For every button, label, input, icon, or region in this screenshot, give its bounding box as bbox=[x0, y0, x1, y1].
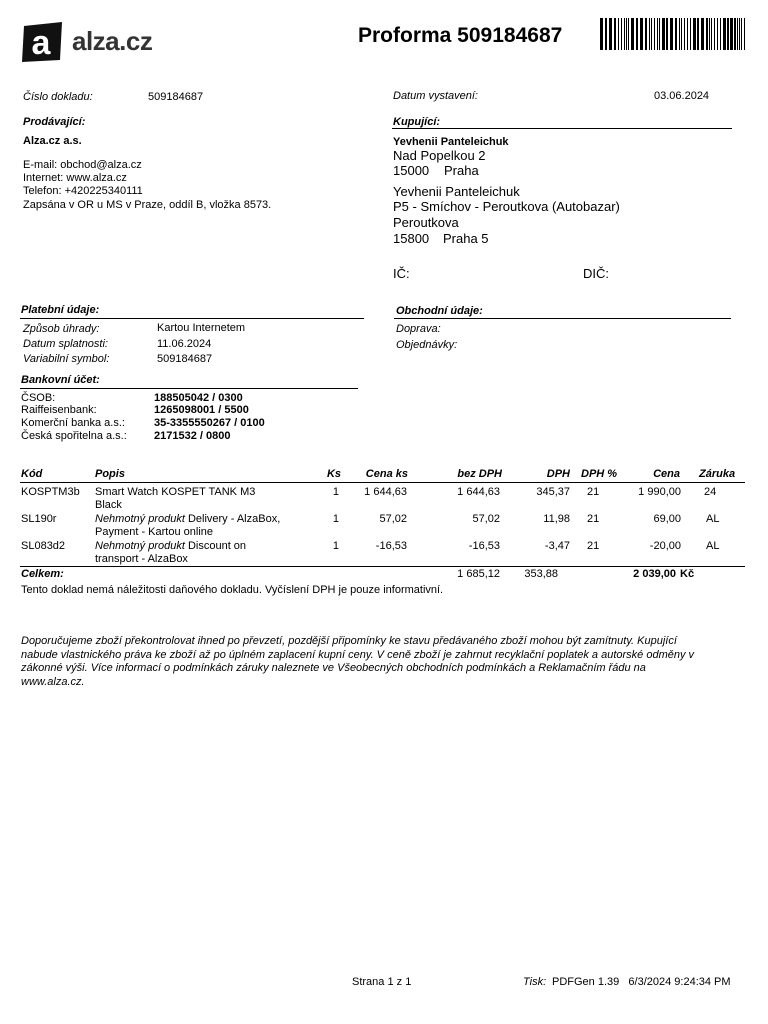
buyer-city: Praha bbox=[444, 163, 479, 178]
cell-price: -20,00 bbox=[649, 540, 681, 552]
cell-qty: 1 bbox=[332, 540, 339, 552]
bank-account: 188505042 / 0300 bbox=[154, 392, 243, 404]
cell-desc-line1 bbox=[95, 513, 280, 525]
disclaimer-line: www.alza.cz. bbox=[21, 676, 85, 688]
payment-heading: Platební údaje: bbox=[21, 304, 100, 316]
cell-vat: -3,47 bbox=[544, 540, 570, 552]
cell-desc-line2: Black bbox=[95, 499, 122, 511]
variable-symbol-label: Variabilní symbol: bbox=[23, 353, 110, 365]
table-total-divider bbox=[20, 566, 745, 567]
buyer-zip: 15000 bbox=[393, 163, 430, 178]
print-label: Tisk: bbox=[523, 976, 547, 988]
total-net: 1 685,12 bbox=[457, 568, 500, 580]
seller-heading: Prodávající: bbox=[23, 116, 86, 128]
col-header-price: Cena bbox=[653, 468, 680, 480]
col-header-desc: Popis bbox=[95, 468, 125, 480]
print-info: PDFGen 1.39 6/3/2024 9:24:34 PM bbox=[552, 976, 731, 988]
total-label: Celkem: bbox=[21, 568, 64, 580]
cell-unit-price: 57,02 bbox=[379, 513, 407, 525]
total-currency: Kč bbox=[680, 568, 695, 580]
cell-code: SL190r bbox=[21, 513, 57, 525]
delivery-line1: P5 - Smíchov - Peroutkova (Autobazar) bbox=[393, 199, 620, 214]
payment-method-value: Kartou Internetem bbox=[157, 322, 246, 334]
due-date-label: Datum splatnosti: bbox=[23, 338, 108, 350]
cell-vat: 345,37 bbox=[536, 486, 570, 498]
bank-heading: Bankovní účet: bbox=[21, 374, 100, 386]
cell-desc-prefix: Nehmotný produkt bbox=[95, 513, 185, 525]
alza-logo bbox=[20, 20, 180, 64]
document-number-label: Číslo dokladu: bbox=[23, 91, 93, 103]
bank-account: 35-3355550267 / 0100 bbox=[154, 417, 265, 429]
disclaimer-line: Doporučujeme zboží překontrolovat ihned po převzetí, pozdější připomínky ke stavu předávaného zboží mohou být zamítnuty. Kupující bbox=[21, 635, 677, 647]
svg-text:a: a bbox=[31, 24, 51, 62]
disclaimer-line: zákonné výši. Více informací o podmínkách záruky naleznete ve Všeobecných obchodních podmínkách a Reklamačním řádu na bbox=[21, 662, 646, 674]
cell-net: -16,53 bbox=[468, 540, 500, 552]
bank-account: 2171532 / 0800 bbox=[154, 430, 231, 442]
cell-vat-pct: 21 bbox=[587, 513, 600, 525]
bank-name: Komerční banka a.s.: bbox=[21, 417, 125, 429]
cell-unit-price: 1 644,63 bbox=[364, 486, 407, 498]
business-divider bbox=[394, 318, 731, 319]
payment-method-label: Způsob úhrady: bbox=[23, 323, 100, 335]
cell-desc-text: Delivery - AlzaBox, bbox=[184, 513, 281, 525]
alza-logo-icon bbox=[20, 20, 64, 64]
col-header-qty: Ks bbox=[326, 468, 341, 480]
cell-warranty: AL bbox=[706, 513, 720, 525]
dic-label: DIČ: bbox=[583, 266, 609, 281]
cell-vat: 11,98 bbox=[543, 513, 570, 525]
buyer-divider bbox=[392, 128, 732, 129]
due-date-value: 11.06.2024 bbox=[157, 338, 212, 350]
seller-phone: Telefon: +420225340111 bbox=[23, 185, 143, 197]
cell-desc-line1: Smart Watch KOSPET TANK M3 bbox=[95, 486, 256, 498]
cell-price: 69,00 bbox=[653, 513, 681, 525]
cell-vat-pct: 21 bbox=[587, 540, 600, 552]
orders-label: Objednávky: bbox=[396, 339, 458, 351]
bank-divider bbox=[20, 388, 358, 389]
cell-warranty: AL bbox=[706, 540, 720, 552]
delivery-zip: 15800 bbox=[393, 231, 430, 246]
cell-qty: 1 bbox=[332, 486, 339, 498]
cell-qty: 1 bbox=[332, 513, 339, 525]
seller-name: Alza.cz a.s. bbox=[23, 135, 82, 147]
cell-net: 57,02 bbox=[472, 513, 500, 525]
buyer-name: Yevhenii Panteleichuk bbox=[393, 136, 509, 148]
cell-price: 1 990,00 bbox=[638, 486, 681, 498]
delivery-name: Yevhenii Panteleichuk bbox=[393, 184, 520, 199]
seller-registry: Zapsána v OR u MS v Praze, oddíl B, vložka 8573. bbox=[23, 199, 272, 211]
issue-date-value: 03.06.2024 bbox=[654, 90, 710, 102]
cell-warranty: 24 bbox=[704, 486, 717, 498]
shipping-label: Doprava: bbox=[396, 323, 441, 335]
issue-date-label: Datum vystavení: bbox=[393, 90, 478, 102]
col-header-vat-pct: DPH % bbox=[581, 468, 618, 480]
bank-name: Raiffeisenbank: bbox=[21, 404, 97, 416]
cell-desc-line2: transport - AlzaBox bbox=[95, 553, 188, 565]
document-number-value: 509184687 bbox=[148, 91, 204, 103]
page-title: Proforma 509184687 bbox=[358, 24, 563, 47]
business-heading: Obchodní údaje: bbox=[396, 305, 483, 317]
col-header-vat: DPH bbox=[546, 468, 570, 480]
variable-symbol-value: 509184687 bbox=[157, 353, 213, 365]
cell-net: 1 644,63 bbox=[457, 486, 500, 498]
seller-web: Internet: www.alza.cz bbox=[23, 172, 127, 184]
col-header-net: bez DPH bbox=[457, 468, 502, 480]
tax-note: Tento doklad nemá náležitosti daňového dokladu. Vyčíslení DPH je pouze informativní. bbox=[21, 584, 444, 596]
total-price: 2 039,00 bbox=[633, 568, 676, 580]
col-header-unit-price: Cena ks bbox=[365, 468, 408, 480]
payment-divider bbox=[20, 318, 364, 319]
cell-code: KOSPTM3b bbox=[21, 486, 80, 498]
total-vat: 353,88 bbox=[524, 568, 558, 580]
cell-desc-line1 bbox=[95, 540, 246, 552]
buyer-street: Nad Popelkou 2 bbox=[393, 148, 486, 163]
ic-label: IČ: bbox=[393, 266, 410, 281]
cell-unit-price: -16,53 bbox=[375, 540, 407, 552]
delivery-line2: Peroutkova bbox=[393, 215, 459, 230]
bank-account: 1265098001 / 5500 bbox=[154, 404, 249, 416]
cell-desc-text: Discount on bbox=[184, 540, 247, 552]
table-header-divider bbox=[20, 482, 745, 483]
cell-desc-prefix: Nehmotný produkt bbox=[95, 540, 185, 552]
delivery-city: Praha 5 bbox=[443, 231, 489, 246]
bank-name: ČSOB: bbox=[21, 392, 56, 404]
buyer-heading: Kupující: bbox=[393, 116, 441, 128]
cell-code: SL083d2 bbox=[21, 540, 66, 552]
col-header-code: Kód bbox=[21, 468, 43, 480]
cell-vat-pct: 21 bbox=[587, 486, 600, 498]
disclaimer-line: nabude vlastnického práva ke zboží až po úplném zaplacení kupní ceny. V ceně zboží je zahrnut recyklační poplatek a autorské odměny v bbox=[21, 649, 695, 661]
logo-text: alza.cz bbox=[72, 26, 153, 56]
bank-name: Česká spořitelna a.s.: bbox=[21, 430, 127, 442]
seller-email: E-mail: obchod@alza.cz bbox=[23, 159, 142, 171]
page-number: Strana 1 z 1 bbox=[352, 976, 412, 988]
barcode-image bbox=[600, 18, 748, 50]
col-header-warranty: Záruka bbox=[699, 468, 736, 480]
cell-desc-line2: Payment - Kartou online bbox=[95, 526, 214, 538]
